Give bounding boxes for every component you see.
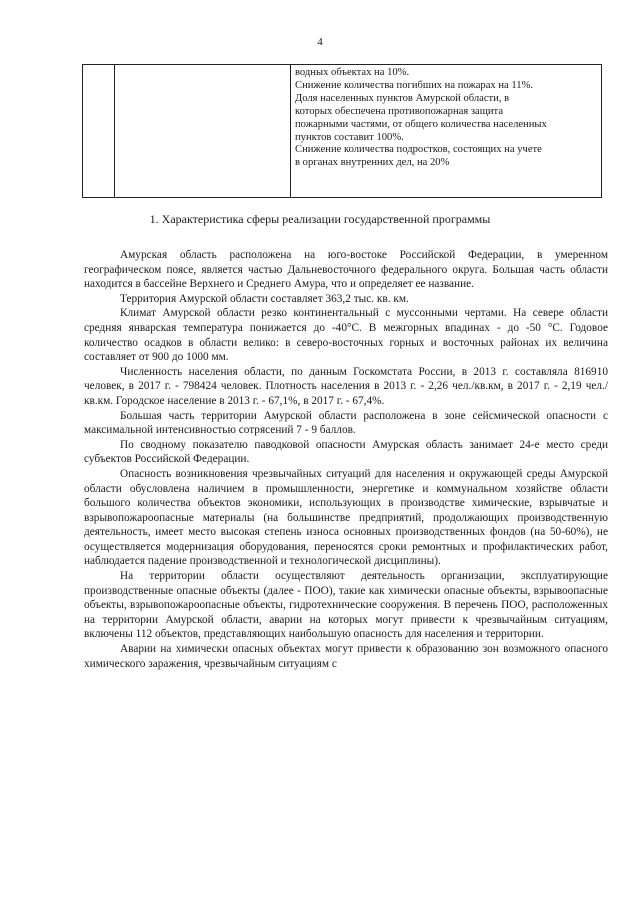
paragraph: Климат Амурской области резко континентальный с муссонными чертами. На севере области средняя январская температура понижается до -40°C. В межгорных впадинах - до -50 °C. Годовое количество осадков в области велико: в северо-восточных горных и восточных районах их величина составляет от 900 до 1000 мм.	[84, 307, 608, 364]
table-cell-line: пожарными частями, от общего количества населенных	[295, 118, 547, 130]
table-cell-line: пунктов составит 100%.	[295, 131, 404, 143]
page-number: 4	[317, 36, 323, 48]
paragraph: Территория Амурской области составляет 363,2 тыс. кв. км.	[120, 292, 409, 305]
table-cell-name	[115, 65, 291, 197]
indicators-table	[82, 64, 602, 198]
table-cell-number	[83, 65, 115, 197]
paragraph: Численность населения области, по данным Госкомстата России, в 2013 г. составляла 816910 человек, в 2017 г. - 798424 человек. Плотность населения в 2013 г. - 2,26 чел./кв.км, в 2017 г. - 2,19 чел./кв.км. Городское население в 2013 г. - 67,1%, в 2017 г. - 67,4%.	[84, 365, 608, 407]
section-heading: 1. Характеристика сферы реализации государственной программы	[149, 212, 491, 226]
table-cell-line: в органах внутренних дел, на 20%	[295, 157, 450, 169]
table-cell-line: которых обеспечена противопожарная защита	[295, 105, 504, 117]
table-cell-line: Доля населенных пунктов Амурской области, в	[295, 92, 510, 104]
table-cell-indicators	[295, 67, 599, 170]
document-body	[84, 248, 608, 671]
paragraph: Опасность возникновения чрезвычайных ситуаций для населения и окружающей среды Амурской области обусловлена наличием в промышленности, энергетике и коммунальном хозяйстве области большого количества объектов экономики, использующих в производстве химические, взрывчатые и взрывопожароопасные материалы (на большинстве предприятий, продолжающих производственную деятельность, имеет место высокая степень износа основных производственных фондов (на 50-60%), не осуществляется модернизация оборудования, переносятся сроки ремонтных и профилактических работ, наблюдается падение производственной и технологической дисциплины).	[84, 467, 608, 568]
table-cell-line: Снижение количества погибших на пожарах на 11%.	[295, 79, 534, 91]
paragraph: Большая часть территории Амурской области расположена в зоне сейсмической опасности с максимальной интенсивностью сотрясений 7 - 9 баллов.	[84, 409, 608, 437]
table-cell-line: водных объектах на 10%.	[295, 67, 410, 78]
paragraph: На территории области осуществляют деятельность организации, эксплуатирующие производственные опасные объекты (далее - ПОО), такие как химически опасные объекты, взрывоопасные объекты, взрывопожароопасные объекты, гидротехнические сооружения. В перечень ПОО, расположенных на территории Амурской области, аварии на которых могут привести к чрезвычайным ситуациям, включены 112 объектов, представляющих наибольшую опасность для населения и территории.	[84, 570, 608, 641]
paragraph: Аварии на химически опасных объектах могут привести к образованию зон возможного опасного химического заражения, чрезвычайным ситуациям с	[84, 643, 608, 670]
paragraph: Амурская область расположена на юго-востоке Российской Федерации, в умеренном географическом поясе, является частью Дальневосточного федерального округа. Большая часть области находится в бассейне Верхнего и Среднего Амура, что и определяет ее название.	[84, 249, 608, 291]
table-cell-line: Снижение количества подростков, состоящих на учете	[295, 144, 542, 156]
paragraph: По сводному показателю паводковой опасности Амурская область занимает 24-е место среди субъектов Российской Федерации.	[84, 438, 608, 466]
